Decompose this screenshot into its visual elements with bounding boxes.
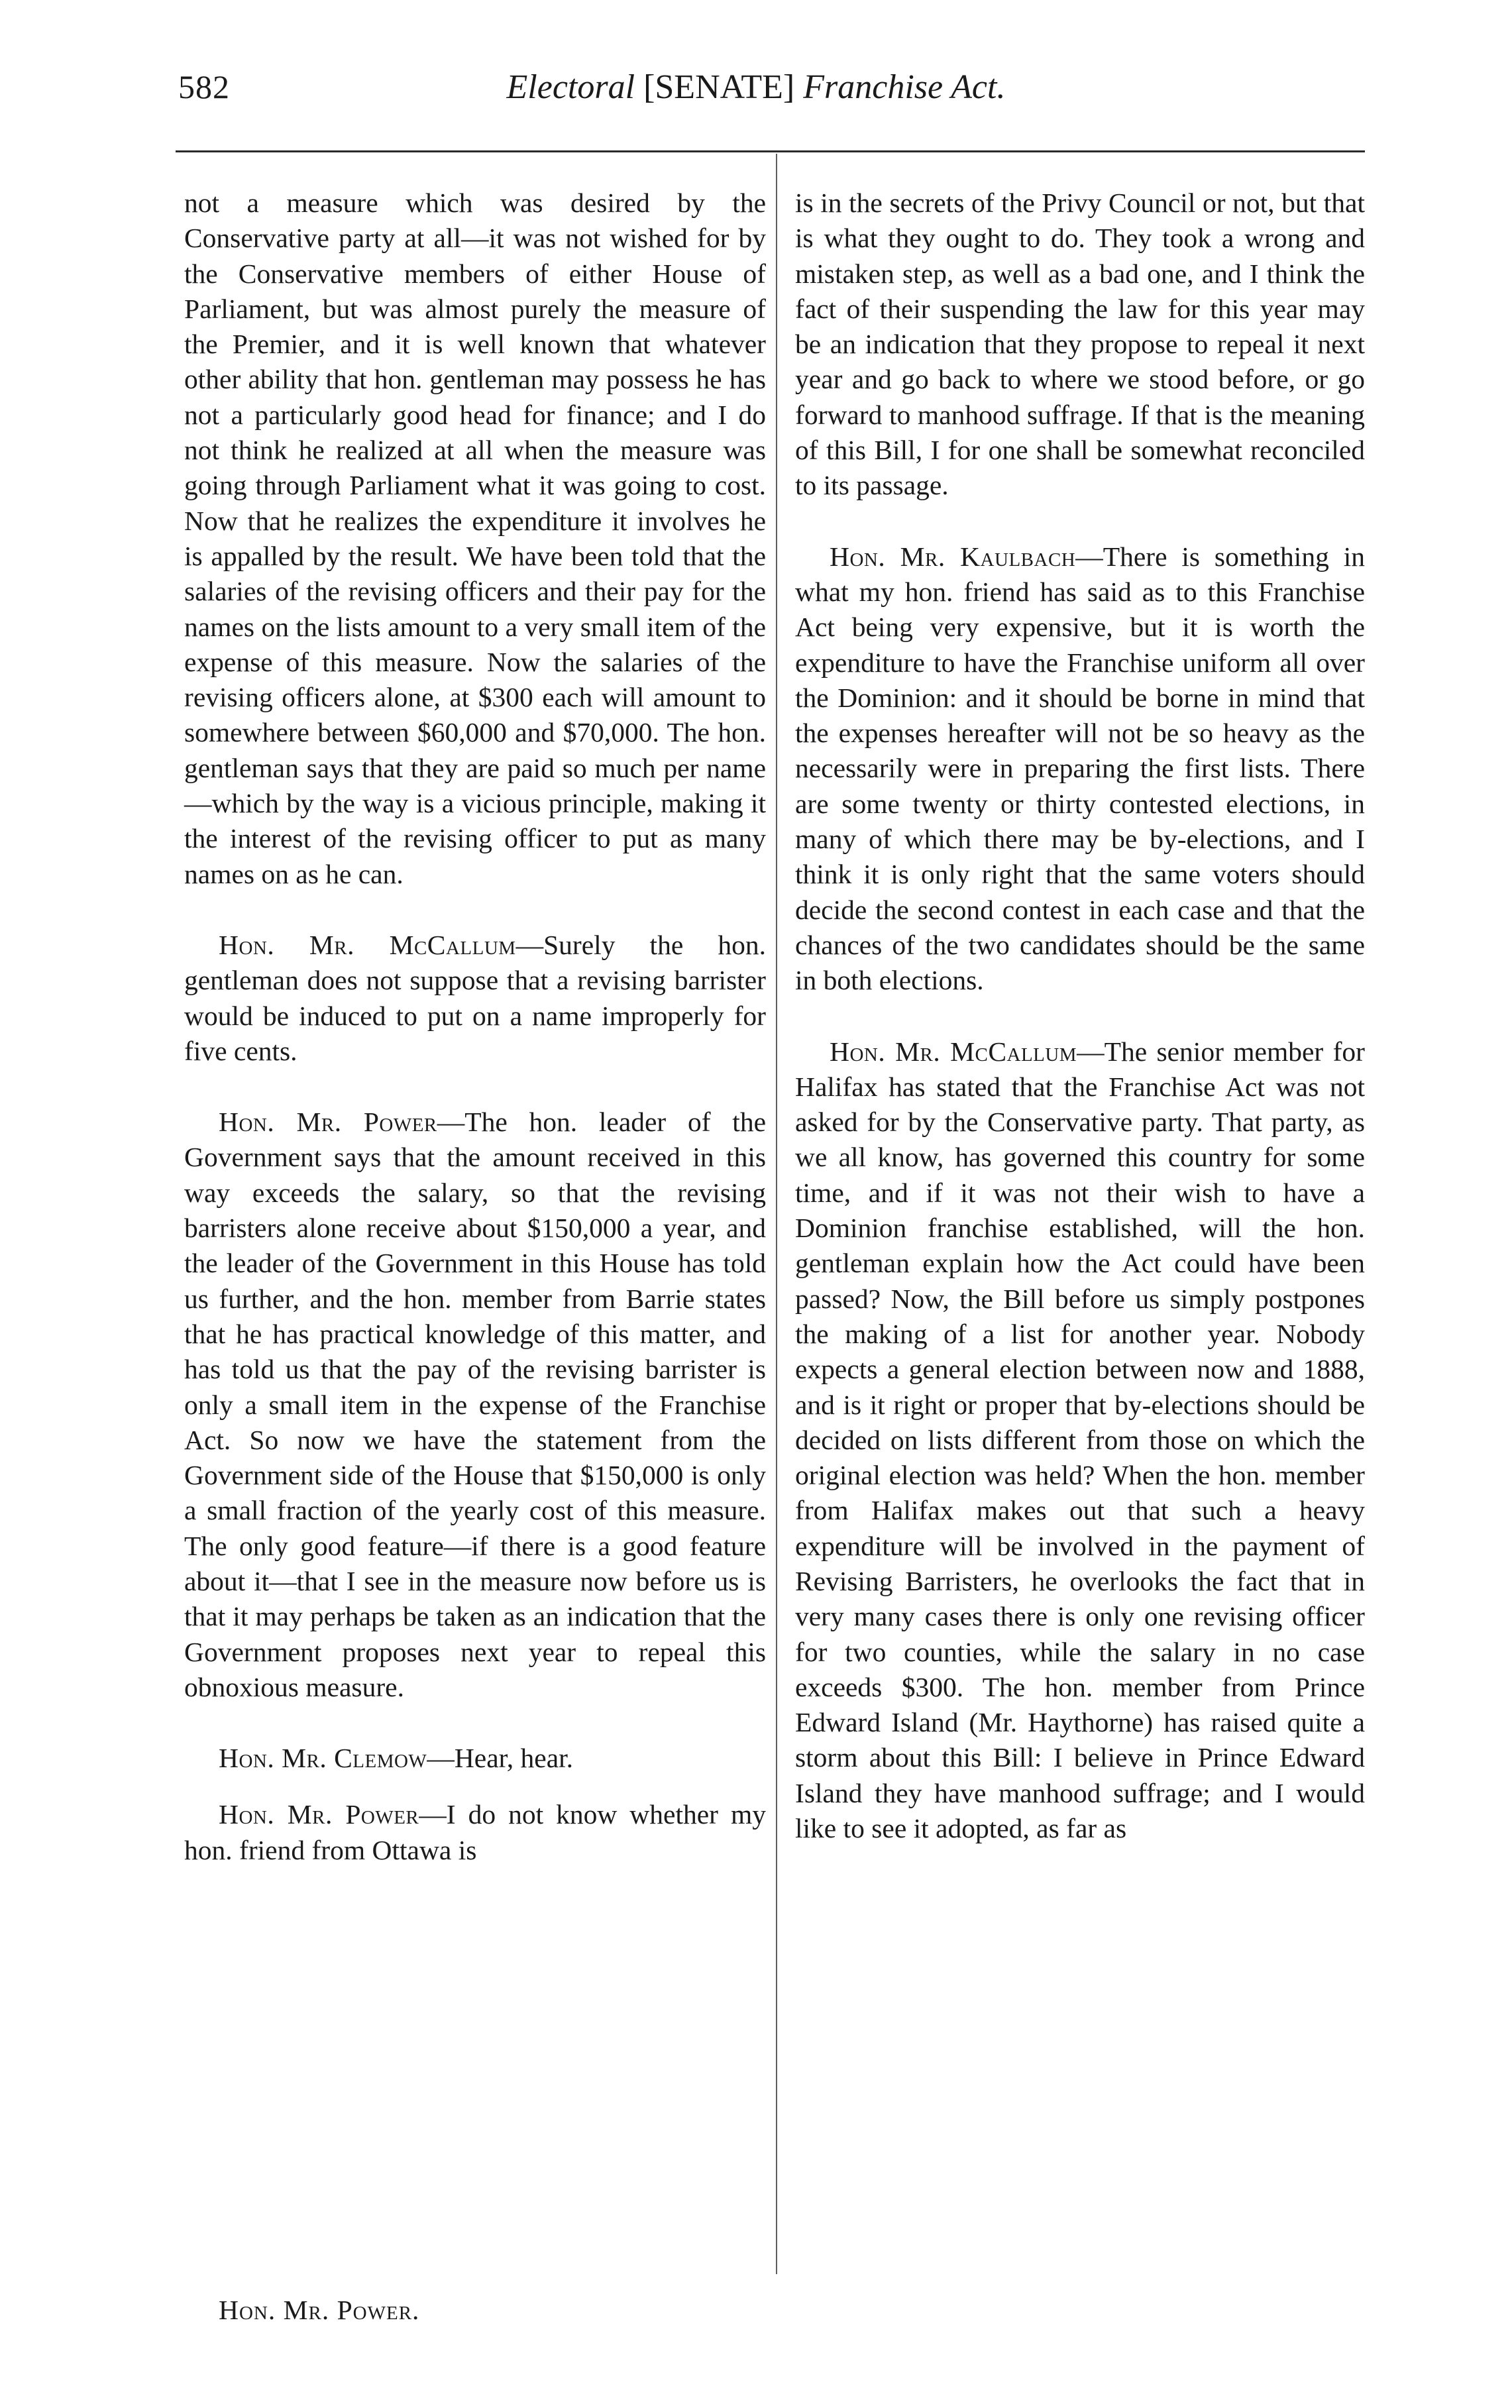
running-head-electoral: Electoral	[506, 68, 635, 106]
running-head-senate: [SENATE]	[643, 68, 795, 106]
speech-clemow	[184, 1741, 766, 1776]
speaker-name: Hon. Mr. Power	[219, 1107, 437, 1138]
speech-text: —I do not know whether my hon. friend from Ottawa is	[184, 1799, 766, 1865]
speech-mccallum-2	[795, 1034, 1365, 1847]
running-head-franchise-act: Franchise Act.	[803, 68, 1006, 106]
speech-mccallum	[184, 928, 766, 1069]
speaker-name: Hon. Mr. Kaulbach	[830, 541, 1076, 572]
speech-text: —Hear, hear.	[427, 1743, 574, 1774]
column-divider	[776, 154, 777, 2274]
paragraph-continuation: not a measure which was desired by the Conservative party at all—it was not wished for by the Conservative members of either House of Parliament, but was almost purely the measure of the Premier, and it is well known that whatever other ability that hon. gentleman may possess he has not a particularly good head for finance; and I do not think he realized at all when the measure was going through Parliament what it was going to cost. Now that he realizes the expenditure it involves he is appalled by the result. We have been told that the salaries of the revising officers and their pay for the names on the lists amount to a very small item of the expense of this measure. Now the salaries of the revising officers alone, at $300 each will amount to somewhere between $60,000 and $70,000. The hon. gentleman says that they are paid so much per name—which by the way is a vicious principle, making it the interest of the revising officer to put as many names on as he can.	[184, 188, 766, 889]
running-head	[0, 68, 1512, 107]
speech-text: —The senior member for Halifax has stated that the Franchise Act was not asked for by the Conservative party. That party, as we all know, has governed this country for some time, and if it was not their wish to have a Dominion franchise established, will the hon. gentleman explain how the Act could have been passed? Now, the Bill before us simply postpones the making of a list for another year. Nobody expects a general election between now and 1888, and is it right or proper that by-elections should be decided on lists different from those on which the original election was held? When the hon. member from Halifax makes out that such a heavy expenditure will be involved in the payment of Revising Barristers, he overlooks the fact that in very many cases there is only one revising officer for two counties, while the salary in no case exceeds $300. The hon. member from Prince Edward Island (Mr. Haythorne) has raised quite a storm about this Bill: I believe in Prince Edward Island they have manhood suffrage; and I would like to see it adopted, as far as	[795, 1036, 1365, 1844]
catchword: Hon. Mr. Power.	[219, 2295, 420, 2325]
speech-text: —There is something in what my hon. friend has said as to this Franchise Act being very expensive, but it is worth the expenditure to have the Franchise uniform all over the Dominion: and it should be borne in mind that the expenses hereafter will not be so heavy as the necessarily were in preparing the first lists. There are some twenty or thirty contested elections, in many of which there may be by-elections, and I think it is only right that the same voters should decide the second contest in each case and that the chances of the two candidates should be the same in both elections.	[795, 541, 1365, 996]
page-number: 582	[178, 68, 230, 105]
speaker-name: Hon. Mr. McCallum	[830, 1036, 1077, 1067]
speaker-name: Hon. Mr. McCallum	[219, 929, 516, 960]
left-column	[184, 186, 766, 1904]
speaker-name: Hon. Mr. Clemow	[219, 1743, 427, 1774]
header-rule	[176, 150, 1365, 152]
speech-power	[184, 1105, 766, 1705]
speech-power-2	[184, 1797, 766, 1868]
speech-kaulbach	[795, 539, 1365, 999]
speaker-name: Hon. Mr. Power	[219, 1799, 419, 1830]
paragraph-continuation: is in the secrets of the Privy Council or not, but that is what they ought to do. They took a wrong and mistaken step, as well as a bad one, and I think the fact of their suspending the law for this year may be an indication that they propose to repeal it next year and go back to where we stood before, or go forward to manhood suffrage. If that is the meaning of this Bill, I for one shall be somewhat reconciled to its passage.	[795, 188, 1365, 501]
speech-text: —The hon. leader of the Government says that the amount received in this way exceeds the salary, so that the revising barristers alone receive about $150,000 a year, and the leader of the Government in this House has told us further, and the hon. member from Barrie states that he has practical knowledge of this matter, and has told us that the pay of the revising barrister is only a small item in the expense of the Franchise Act. So now we have the statement from the Government side of the House that $150,000 is only a small fraction of the yearly cost of this measure. The only good feature—if there is a good feature about it—that I see in the measure now before us is that it may perhaps be taken as an indication that the Government proposes next year to repeal this obnoxious measure.	[184, 1107, 766, 1702]
speech-text: —Surely the hon. gentleman does not suppose that a revising barrister would be induced to put on a name improperly for five cents.	[184, 929, 766, 1066]
right-column	[795, 186, 1365, 1882]
page-header	[0, 61, 1512, 121]
